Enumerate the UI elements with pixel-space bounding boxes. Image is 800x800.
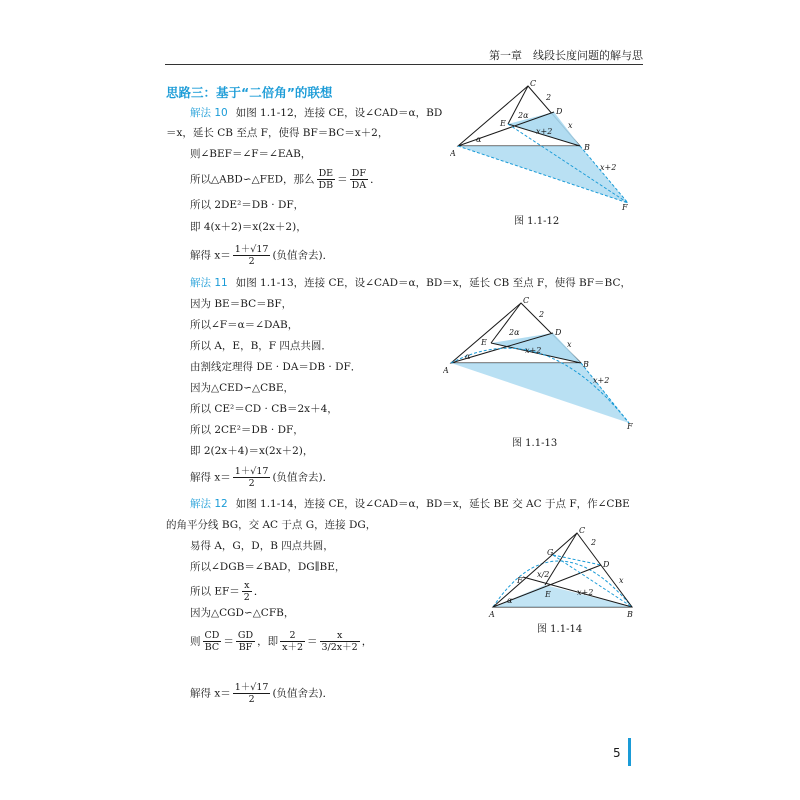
fig12-label-xplus2-bf: x+2: [600, 163, 617, 172]
sol11-line5: 由割线定理得 DE · DA＝DB · DF．: [190, 361, 362, 373]
sol12-result-num: 1＋√17: [234, 682, 269, 693]
sol12-f3-den: x＋2: [282, 642, 304, 653]
sol11-line4: 所以 A，E，B，F 四点共圆．: [190, 340, 332, 352]
sol11-text1: 如图 1.1-13，连接 CE，设∠CAD＝α，BD＝x，延长 CB 至点 F，使得 BF＝BC，: [235, 277, 631, 289]
fig13-caption: 图 1.1-13: [512, 438, 558, 449]
fig13-label-alpha: α: [465, 352, 471, 361]
fig12-label-2alpha: 2α: [518, 111, 529, 120]
fig13-label-xplus2-bf: x+2: [593, 376, 610, 385]
sol10-line6: 即 4(x＋2)＝x(2x＋2)，: [190, 221, 307, 233]
sol11-result-num: 1＋√17: [234, 466, 269, 477]
sol12-f2-den: BF: [238, 642, 253, 653]
sol10-line7: [190, 244, 333, 267]
sol12-line7-prefix: 则: [190, 635, 201, 648]
sol10-fraction-df-da: [350, 168, 368, 191]
sol12-frac-x: [320, 630, 360, 653]
sol12-ef-num: x: [242, 580, 252, 592]
sol11-line1: [190, 276, 631, 290]
sol11-result-prefix: 解得 x＝: [190, 471, 231, 484]
fig14-label-f: F: [517, 576, 523, 585]
sol12-line7-suffix: ，: [361, 635, 373, 648]
sol10-line1: [190, 106, 442, 120]
fig13-label-2alpha: 2α: [509, 328, 520, 337]
sol12-f1-num: CD: [204, 630, 220, 641]
sol12-line5: [190, 580, 264, 603]
chapter-header: 第一章 线段长度问题的解与思: [489, 49, 643, 62]
sol10-line3: 则∠BEF＝∠F＝∠EAB，: [190, 148, 312, 160]
sol11-line8: 所以 2CE²＝DB · DF，: [190, 424, 304, 436]
sol12-line1: [190, 497, 630, 511]
sol12-ef-suffix: ．: [253, 585, 265, 598]
fig12-label-alpha: α: [476, 135, 482, 144]
fig14-label-x: x: [619, 576, 624, 585]
figure-1-1-14: [485, 525, 640, 620]
sol10-fraction-de-db: [317, 168, 336, 191]
sol12-result-den: 2: [248, 694, 255, 705]
header-divider: [165, 64, 643, 65]
page-number: 5: [613, 746, 621, 760]
fig13-label-xplus2: x+2: [525, 346, 542, 355]
sol10-frac2-den: DA: [351, 180, 367, 191]
fig14-label-d: D: [603, 560, 610, 569]
sol12-f2-num: GD: [237, 630, 254, 641]
sol10-result-fraction: [233, 244, 271, 267]
sol10-result-suffix: (负值舍去)．: [272, 249, 334, 262]
sol12-text1: 如图 1.1-14，连接 CE，设∠CAD＝α，BD＝x，延长 BE 交 AC 于点 F，作∠CBE: [235, 498, 630, 510]
fig13-label-a: A: [443, 366, 449, 375]
sol10-frac1-num: DE: [317, 168, 336, 180]
sol10-frac2-num: DF: [350, 168, 368, 180]
sol11-label: 解法 11: [190, 277, 228, 289]
fig14-caption: 图 1.1-14: [537, 624, 583, 635]
fig13-label-d: D: [555, 328, 562, 337]
fig14-label-b: B: [627, 610, 633, 619]
sol11-line9: 即 2(2x＋4)＝x(2x＋2)，: [190, 445, 314, 457]
fig12-label-xplus2: x+2: [536, 127, 553, 136]
sol11-line3: 所以∠F＝α＝∠DAB，: [190, 319, 299, 331]
fig14-label-a: A: [489, 610, 495, 619]
fig12-label-x: x: [568, 121, 573, 130]
fig13-label-e: E: [481, 338, 487, 347]
sol12-label: 解法 12: [190, 498, 228, 510]
sol10-result-den: 2: [248, 256, 255, 267]
fig12-label-c: C: [530, 79, 537, 88]
sol12-ef-fraction: [242, 580, 252, 603]
sol11-result-suffix: (负值舍去)．: [272, 471, 334, 484]
sol12-line2: 的角平分线 BG，交 AC 于点 G，连接 DG，: [166, 519, 377, 531]
fig12-label-2: 2: [546, 93, 552, 102]
sol12-f4-num: x: [320, 630, 360, 642]
fig14-label-e: E: [545, 590, 551, 599]
fig12-label-e: E: [500, 119, 506, 128]
sol12-result-fraction: [233, 682, 271, 705]
sol12-line7-mid: ，即: [257, 635, 279, 648]
fig14-label-alpha: α: [507, 596, 513, 605]
fig12-label-b: B: [584, 143, 590, 152]
sol12-ef-prefix: 所以 EF＝: [190, 585, 240, 598]
sol10-line5: 所以 2DE²＝DB · DF，: [190, 199, 305, 211]
sol12-line3: 易得 A，G，D，B 四点共圆，: [190, 540, 334, 552]
sol10-line2: ＝x，延长 CB 至点 F，使得 BF＝BC＝x＋2，: [166, 127, 389, 139]
sol12-line4: 所以∠DGB＝∠BAD，DG∥BE，: [190, 561, 346, 573]
fig13-label-2: 2: [539, 310, 545, 319]
sol12-result-prefix: 解得 x＝: [190, 687, 231, 700]
sol10-label: 解法 10: [190, 107, 228, 119]
sol12-ef-den: 2: [243, 592, 250, 603]
fig12-caption: 图 1.1-12: [514, 216, 560, 227]
sol11-result-den: 2: [248, 478, 255, 489]
sol10-text1: 如图 1.1-12，连接 CE，设∠CAD＝α，BD: [235, 107, 443, 119]
fig13-label-c: C: [523, 296, 530, 305]
sol12-line8: [190, 682, 333, 705]
section-title: 思路三：基于“二倍角”的联想: [166, 85, 333, 100]
sol10-line4-prefix: 所以△ABD∽△FED，那么: [190, 173, 315, 186]
sol12-f3-num: 2: [280, 630, 305, 642]
fig14-label-c: C: [579, 526, 586, 535]
sol12-f4-den: 3/2x＋2: [321, 642, 358, 653]
sol10-result-num: 1＋√17: [234, 244, 269, 255]
fig14-label-xhalf: x/2: [537, 570, 550, 579]
sol10-frac1-den: DB: [318, 180, 334, 191]
fig14-label-2: 2: [591, 538, 597, 547]
fig12-label-d: D: [556, 107, 563, 116]
sol11-line7: 所以 CE²＝CD · CB＝2x＋4，: [190, 403, 338, 415]
sol12-frac-2: [280, 630, 305, 653]
figure-1-1-12: [450, 78, 640, 213]
sol12-line6: 因为△CGD∽△CFB，: [190, 607, 295, 619]
fig13-label-b: B: [583, 360, 589, 369]
sol10-result-prefix: 解得 x＝: [190, 249, 231, 262]
fig14-label-xplus2: x+2: [577, 588, 594, 597]
sol12-line7: 则 $\frac{CD}{BC}$ ＝ $\frac{GD}{BF}$ ，即 $\frac{2}{x+2}$ ＝ $\frac{x}{3/2x+2}$ ，: [190, 630, 373, 653]
sol12-frac-cd-bc: [203, 630, 222, 653]
sol12-f1-den: BC: [204, 642, 220, 653]
fig12-label-a: A: [450, 149, 456, 158]
fig12-label-f: F: [622, 203, 628, 212]
figure-1-1-13: [443, 295, 643, 435]
sol10-line4: 所以△ABD∽△FED，那么 $\frac{DE}{DB}$ ＝ $\frac{DF}{DA}$ ．: [190, 168, 381, 191]
sol11-line10: [190, 466, 333, 489]
sol11-line6: 因为△CED∽△CBE，: [190, 382, 294, 394]
page-number-bar: [628, 738, 631, 766]
sol11-line2: 因为 BE＝BC＝BF，: [190, 298, 293, 310]
fig14-line-ce: [545, 533, 577, 585]
sol12-frac-gd-bf: [236, 630, 255, 653]
fig13-line-ce: [491, 303, 521, 343]
sol12-result-suffix: (负值舍去)．: [272, 687, 334, 700]
fig13-label-x: x: [567, 340, 572, 349]
sol11-result-fraction: [233, 466, 271, 489]
fig14-label-g: G: [547, 548, 554, 557]
fig13-label-f: F: [627, 422, 633, 431]
